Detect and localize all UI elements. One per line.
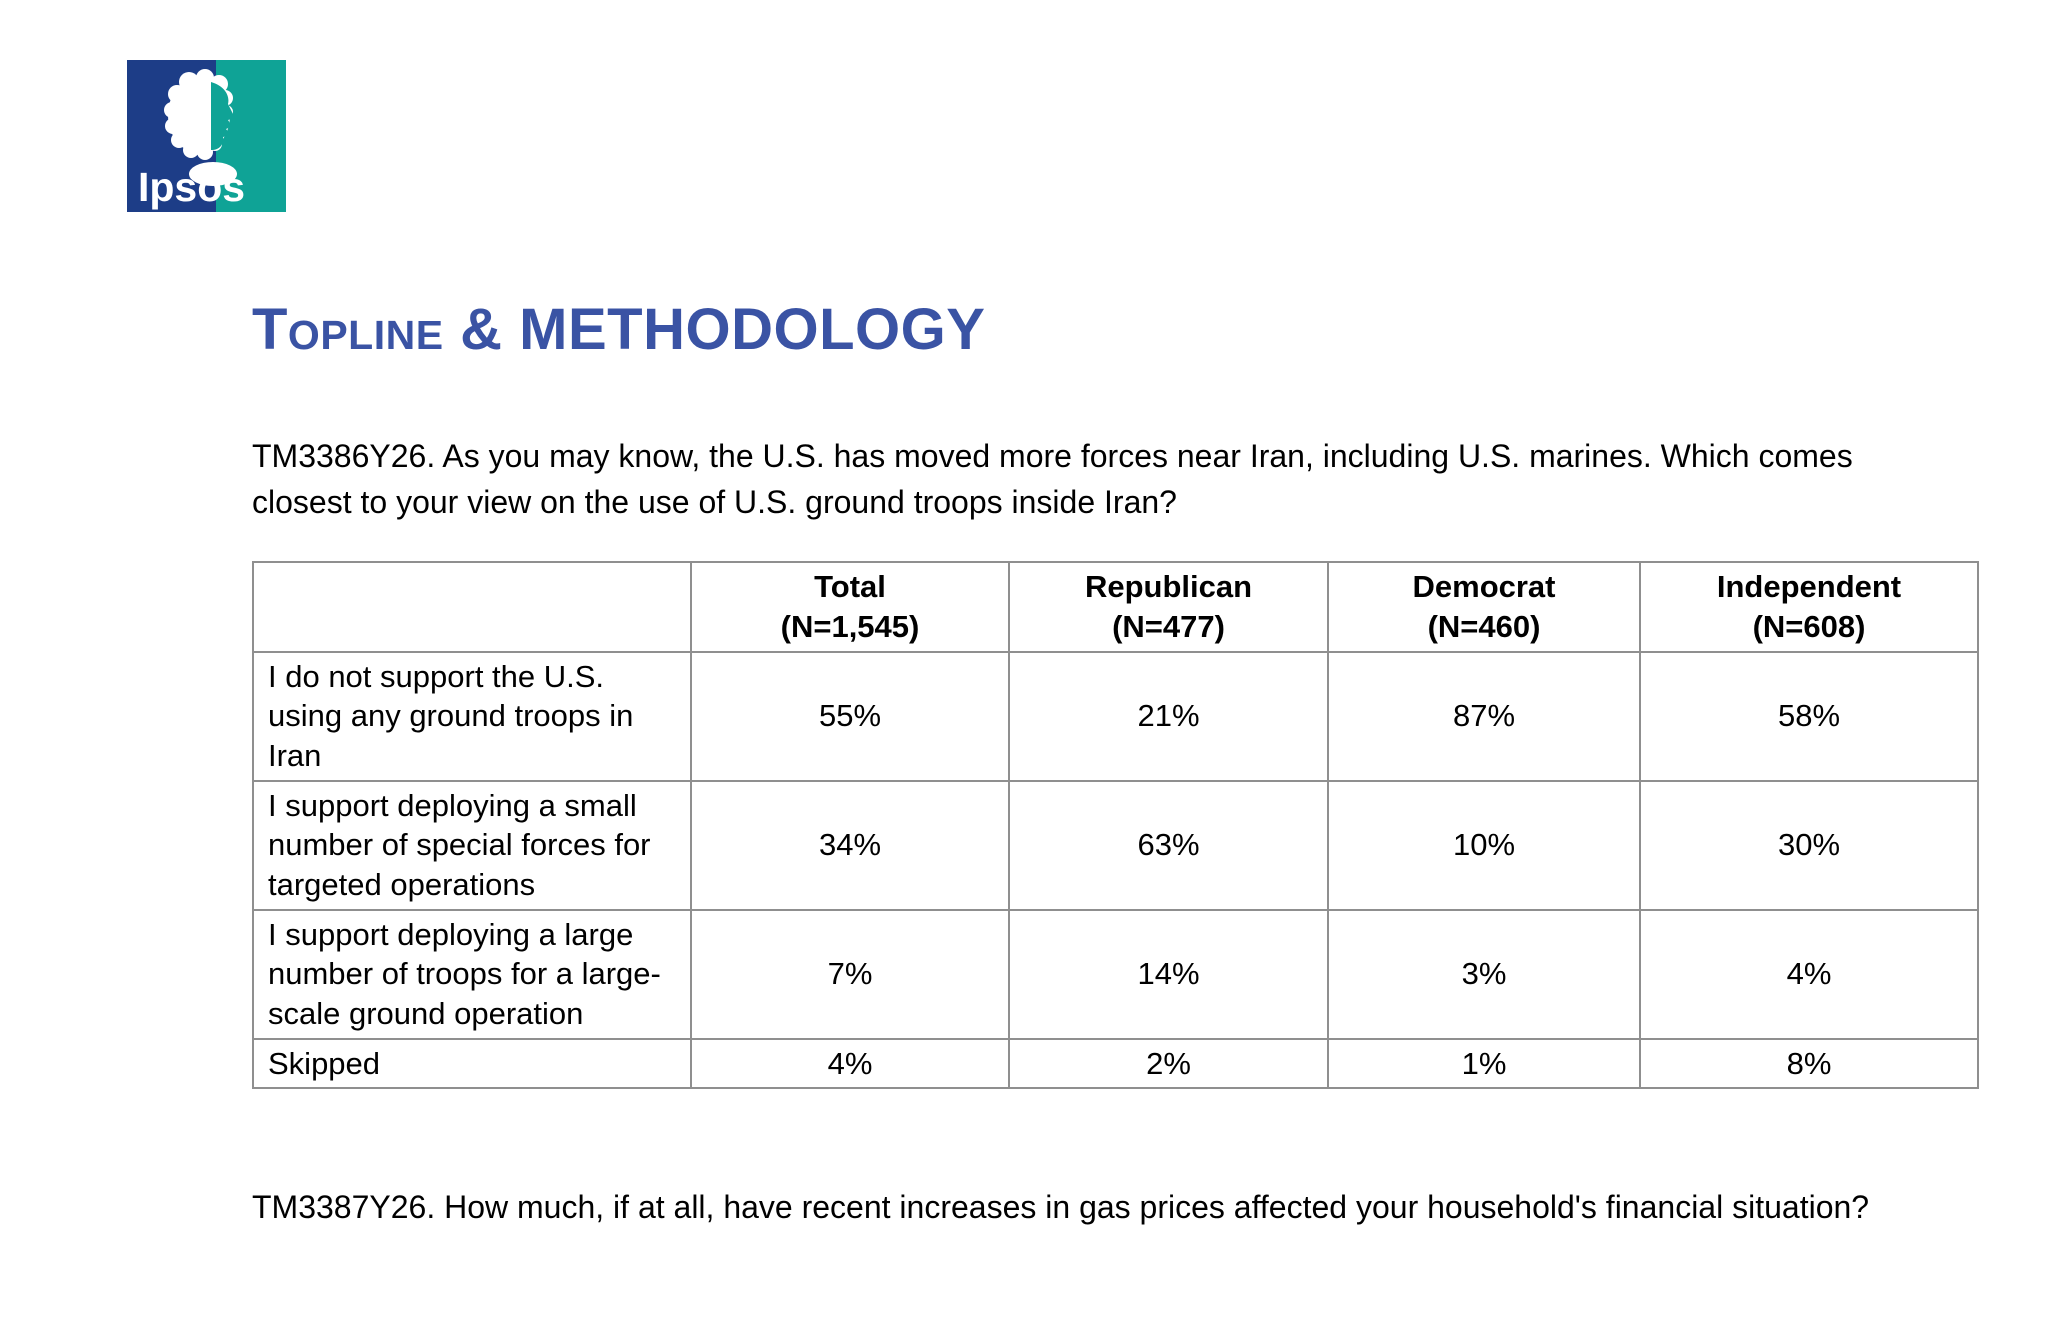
row-label: Skipped (253, 1039, 691, 1089)
table-cell: 34% (691, 781, 1009, 910)
column-header-independent (1640, 562, 1978, 651)
table-cell: 87% (1328, 652, 1640, 781)
table-cell: 4% (1640, 910, 1978, 1039)
table-cell: 10% (1328, 781, 1640, 910)
table-cell: 14% (1009, 910, 1328, 1039)
row-label: I support deploying a large number of troops for a large-scale ground operation (253, 910, 691, 1039)
table-row (253, 1039, 1978, 1089)
table-header-row (253, 562, 1978, 651)
column-header-democrat (1328, 562, 1640, 651)
page-title: Topline & METHODOLOGY (252, 297, 986, 362)
question-2-text: TM3387Y26. How much, if at all, have recent increases in gas prices affected your household's financial situation? (252, 1189, 1870, 1226)
column-n: (N=460) (1427, 608, 1541, 644)
table-cell: 8% (1640, 1039, 1978, 1089)
column-n: (N=477) (1112, 608, 1225, 644)
table-cell: 7% (691, 910, 1009, 1039)
table-cell: 55% (691, 652, 1009, 781)
table-cell: 58% (1640, 652, 1978, 781)
results-table (252, 561, 1979, 1089)
table-cell: 1% (1328, 1039, 1640, 1089)
row-label: I do not support the U.S. using any ground troops in Iran (253, 652, 691, 781)
column-label: Democrat (1412, 569, 1556, 605)
table-row (253, 652, 1978, 781)
document-body (252, 0, 1977, 1231)
row-label: I support deploying a small number of special forces for targeted operations (253, 781, 691, 910)
column-label: Total (814, 569, 886, 605)
column-n: (N=1,545) (780, 608, 920, 644)
table-cell: 30% (1640, 781, 1978, 910)
table-cell: 2% (1009, 1039, 1328, 1089)
table-row (253, 781, 1978, 910)
logo-wordmark: Ipsos (138, 164, 246, 210)
table-cell: 63% (1009, 781, 1328, 910)
question-1-text: TM3386Y26. As you may know, the U.S. has moved more forces near Iran, including U.S. marines. Which comes closest to your view on the use of U.S. ground troops inside Iran? (252, 437, 1853, 520)
column-label: Independent (1716, 569, 1902, 605)
column-header-total (691, 562, 1009, 651)
column-n: (N=608) (1752, 608, 1866, 644)
column-header-republican (1009, 562, 1328, 651)
table-cell: 4% (691, 1039, 1009, 1089)
table-row (253, 910, 1978, 1039)
table-cell: 21% (1009, 652, 1328, 781)
table-corner-cell (253, 562, 691, 651)
column-label: Republican (1084, 569, 1253, 605)
table-cell: 3% (1328, 910, 1640, 1039)
